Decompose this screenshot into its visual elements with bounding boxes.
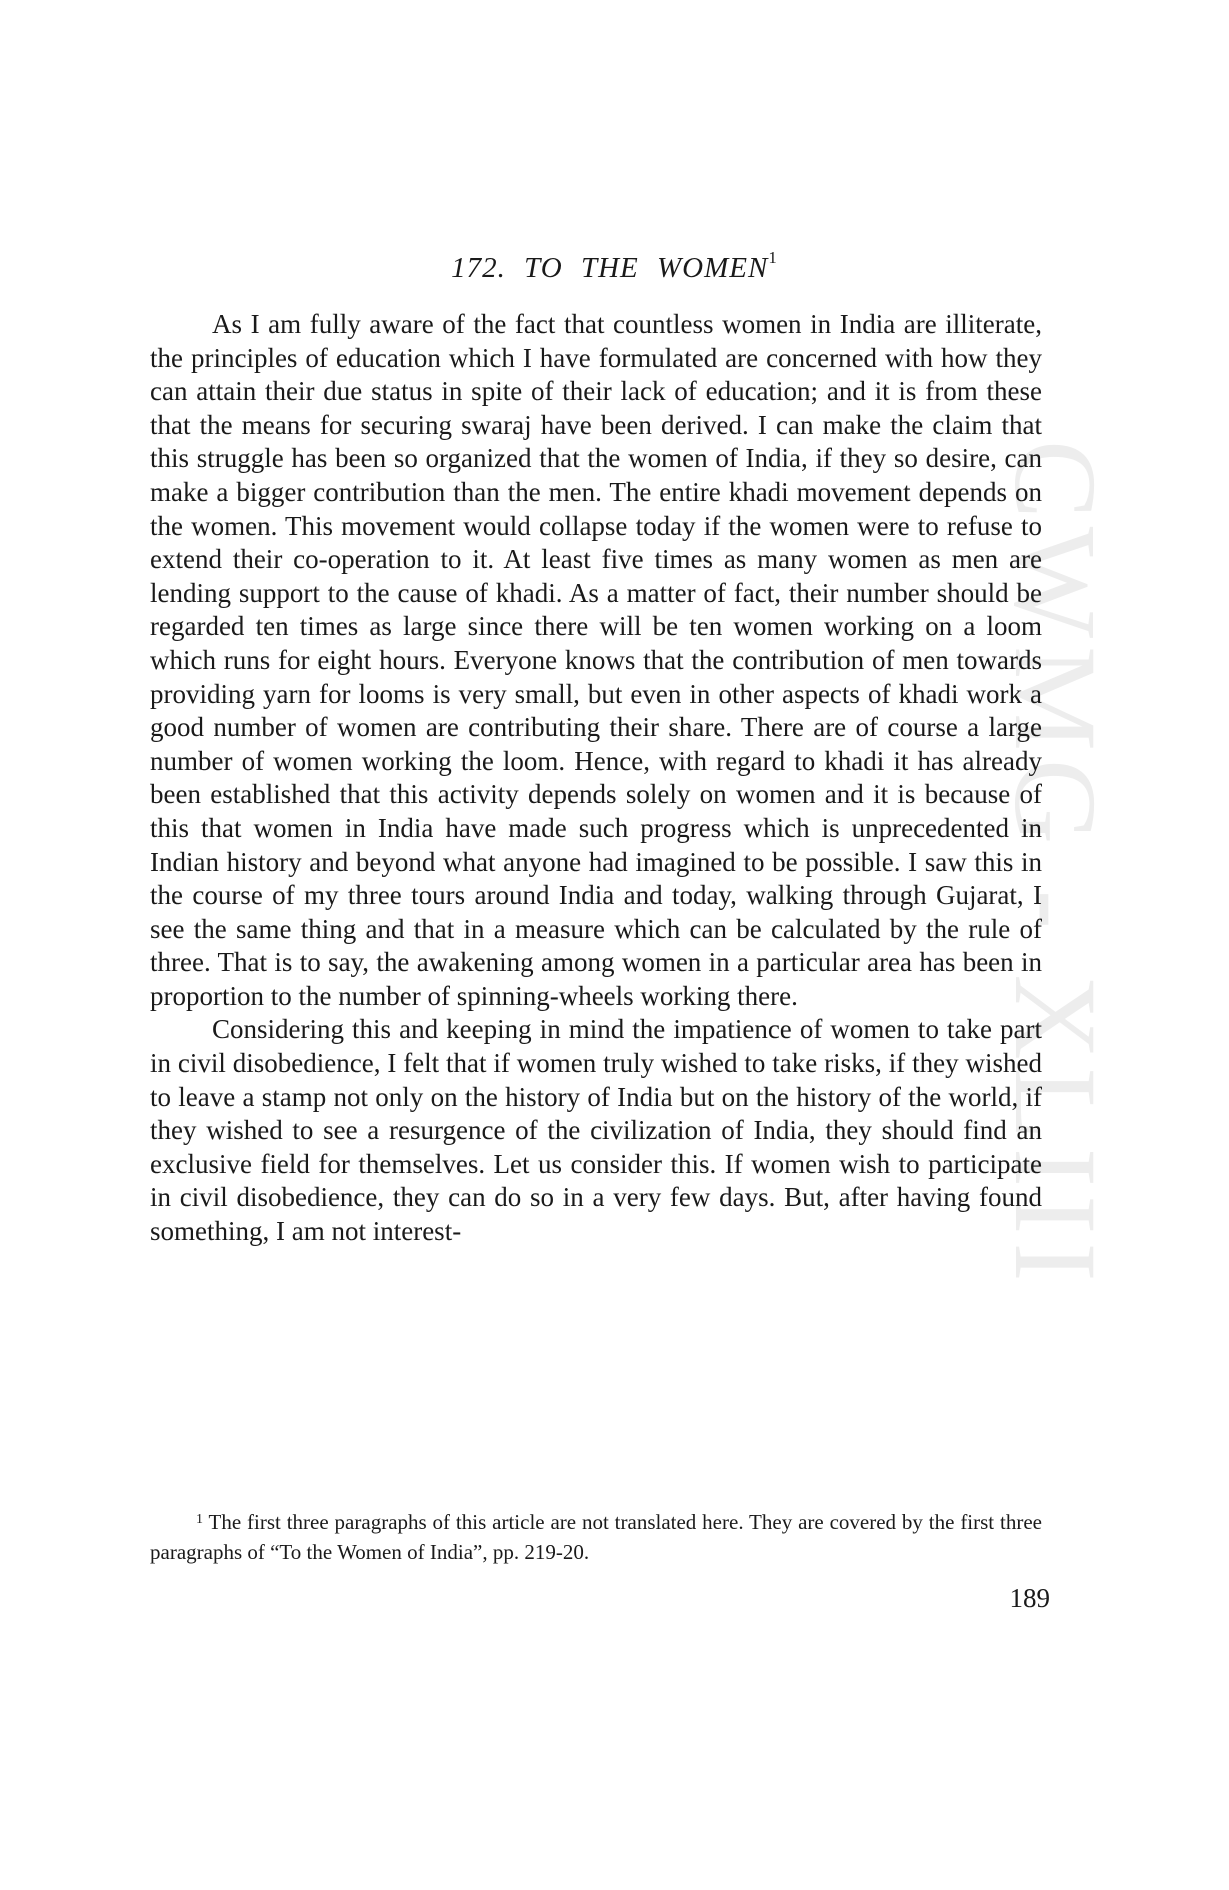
article-title-text: TO THE WOMEN (524, 252, 769, 284)
footnote-paragraph (150, 1507, 1042, 1567)
footnote-text: The first three paragraphs of this article are not translated here. They are covered by the first three paragraphs of “To the Women of India”, pp. 219-20. (150, 1510, 1042, 1564)
footnote-marker: 1 (196, 1512, 203, 1527)
watermark: CWMG - XLIII (990, 440, 1121, 1290)
article-number: 172. (451, 252, 506, 284)
paragraph-1: As I am fully aware of the fact that countless women in India are illiterate, the principles of education which I have formulated are concerned with how they can attain their due status in spite of their lack of education; and it is from these that the means for securing swaraj have been derived. I can make the claim that this struggle has been so organized that the women of India, if they so desire, can make a bigger contribution than the men. The entire khadi movement depends on the women. This movement would collapse today if the women were to refuse to extend their co-operation to it. At least five times as many women as men are lending support to the cause of khadi. As a matter of fact, their number should be regarded ten times as large since there will be ten women working on a loom which runs for eight hours. Everyone knows that the contribution of men towards providing yarn for looms is very small, but even in other aspects of khadi work a good number of women are contributing their share. There are of course a large number of women working the loom. Hence, with regard to khadi it has already been established that this activity depends solely on women and it is because of this that women in India have made such progress which is unprecedented in Indian history and beyond what anyone had imagined to be possible. I saw this in the course of my three tours around India and today, walking through Gujarat, I see the same thing and that in a measure which can be calculated by the rule of three. That is to say, the awakening among women in a particular area has been in proportion to the number of spinning-wheels working there. (150, 309, 1042, 1011)
article-title (0, 248, 1229, 285)
page-number: 189 (1009, 1583, 1050, 1613)
footnote (150, 1507, 1042, 1567)
title-footnote-marker: 1 (768, 248, 778, 267)
article-body (150, 308, 1042, 1249)
paragraph-2: Considering this and keeping in mind the impatience of women to take part in civil disobedience, I felt that if women truly wished to take risks, if they wished to leave a stamp not only on the history of India but on the history of the world, if they wished to see a resurgence of the civilization of India, they should find an exclusive field for themselves. Let us consider this. If women wish to participate in civil disobedience, they can do so in a very few days. But, after having found something, I am not interest- (150, 1014, 1042, 1247)
